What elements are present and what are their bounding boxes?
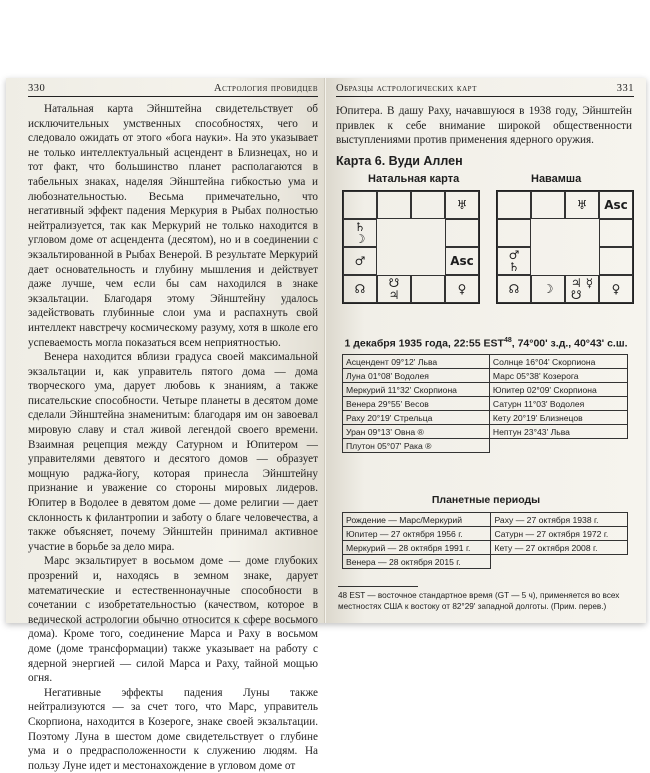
table-cell: [491, 555, 628, 569]
left-paragraph: Марс экзальтирует в восьмом доме — доме глубоких прозрений и, находясь в земном знаке, дарует математические и естественнонаучные способности в сочетании с изобретательностью (качеством, которое в ведической астрологии обычно относится к сфере восьмого дома). Кроме того, соединение Марса и Раху в восьмом доме (доме трансформации) также указывает на работу с ядерной энергией — силой Марса и Раху, тайной мощью огня.: [28, 555, 318, 685]
table-cell: [489, 439, 627, 453]
natal-heading: Натальная карта: [368, 173, 460, 185]
chart-center: [377, 219, 445, 275]
right-intro-text: [336, 104, 632, 148]
chart-house-cell: ♀: [599, 275, 633, 303]
chart-house-cell: ♂: [343, 247, 377, 275]
table-cell: Луна 01°08' Водолея: [343, 369, 490, 383]
chart-house-cell: [531, 191, 565, 219]
period-row: [343, 541, 628, 555]
table-cell: Юпитер — 27 октября 1956 г.: [343, 527, 491, 541]
table-cell: Асцендент 09°12' Льва: [343, 355, 490, 369]
planet-positions-table: [342, 354, 628, 453]
left-paragraph: Натальная карта Эйнштейна свидетельствует об исключительных умственных способностях, чего и следовало ожидать от этого «бога науки». На это указывает не только интеллектуальный асцендент в Близнецах, но и тот факт, что большинство планет располагаются в табельных знаках, наделяя Эйнштейна гибкостью ума и любознательностью. Весьма примечательно, что негативный эффект падения Меркурия в Рыбах полностью нейтрализуется, так как Меркурий не только находится в угловом доме от асцендента (десятом), но и в соединении с экзальтированной в Рыбах Венерой. В результате Меркурий дает основательность и глубину мышления и действует даже лучше, чем если бы сам находился в знаке экзальтации. Благодаря этому Эйнштейну удалось задействовать глубинные слои ума и распахнуть свой интеллект навстречу космическому разуму, хотя в школе его успеваемость могла показаться всем неприятностью.: [28, 103, 318, 349]
planet-row: [343, 355, 628, 369]
planet-row: [343, 425, 628, 439]
birth-coordinates: , 74°00' з.д., 40°43' с.ш.: [511, 337, 628, 350]
chart-house-cell: [599, 219, 633, 247]
chart-house-cell: [377, 191, 411, 219]
chart-house-cell: [411, 191, 445, 219]
planet-row: [343, 439, 628, 453]
birth-data-line: [336, 337, 636, 350]
chart-house-cell: ☋ ♃: [377, 275, 411, 303]
chart-house-cell: ☊: [497, 275, 531, 303]
table-cell: Раху 20°19' Стрельца: [343, 411, 490, 425]
chart-house-cell: ♂ ♄: [497, 247, 531, 275]
open-book: [6, 78, 646, 772]
planetary-periods-table: [342, 512, 628, 569]
period-row: [343, 513, 628, 527]
table-cell: Солнце 16°04' Скорпиона: [489, 355, 627, 369]
chart-house-cell: ☽: [531, 275, 565, 303]
left-page: [6, 78, 325, 772]
table-cell: Рождение — Марс/Меркурий: [343, 513, 491, 527]
table-cell: Кету — 27 октября 2008 г.: [491, 541, 628, 555]
chart-house-cell: [599, 247, 633, 275]
chart-house-cell: ☊: [343, 275, 377, 303]
left-body-text: [28, 102, 318, 773]
chart-house-cell: ♅: [445, 191, 479, 219]
table-cell: Плутон 05°07' Рака ®: [343, 439, 490, 453]
table-cell: Сатурн 11°03' Водолея: [489, 397, 627, 411]
chart-house-cell: [497, 219, 531, 247]
planet-row: [343, 383, 628, 397]
planet-row: [343, 397, 628, 411]
chart-house-cell: ♅: [565, 191, 599, 219]
right-running-title: Образцы астрологических карт: [336, 83, 477, 94]
chart-house-cell: Asc: [599, 191, 633, 219]
table-cell: Кету 20°19' Близнецов: [489, 411, 627, 425]
periods-title: Планетные периоды: [431, 494, 541, 506]
table-cell: Сатурн — 27 октября 1972 г.: [491, 527, 628, 541]
left-paragraph: Негативные эффекты падения Луны также нейтрализуются — за счет того, что Марс, управитель Скорпиона, находится в Козероге, знаке своей экзальтации. Поэтому Луна в шестом доме свидетельствует о глубине ума и о предрасположенности к служению людям. На пользу Луне идет и местонахождение в угловом доме от: [28, 686, 318, 772]
chart-house-cell: [497, 191, 531, 219]
footnote-ref: 48: [503, 337, 512, 344]
planet-row: [343, 369, 628, 383]
chart-house-cell: [343, 191, 377, 219]
table-cell: Венера 29°55' Весов: [343, 397, 490, 411]
navamsha-heading: Навамша: [531, 173, 582, 185]
chart-house-cell: ♄ ☽: [343, 219, 377, 247]
right-running-head: [336, 83, 634, 97]
planet-row: [343, 411, 628, 425]
table-cell: Венера — 28 октября 2015 г.: [343, 555, 491, 569]
chart-house-cell: ♃ ☿ ☋: [565, 275, 599, 303]
chart-house-cell: Asc: [445, 247, 479, 275]
chart-heading: Карта 6. Вуди Аллен: [336, 154, 463, 168]
table-cell: Меркурий 11°32' Скорпиона: [343, 383, 490, 397]
table-cell: Нептун 23°43' Льва: [489, 425, 627, 439]
birth-date-time: 1 декабря 1935 года, 22:55 EST: [344, 337, 504, 350]
period-row: [343, 527, 628, 541]
footnote: 48 EST — восточное стандартное время (GT — 5 ч), применяется во всех местностях США к востоку от 82°29' западной долготы. (Прим. перев.): [338, 591, 620, 611]
table-cell: Юпитер 02°09' Скорпиона: [489, 383, 627, 397]
footnote-rule: [338, 586, 418, 587]
chart-center: [531, 219, 599, 275]
table-cell: Меркурий — 28 октября 1991 г.: [343, 541, 491, 555]
period-row: [343, 555, 628, 569]
right-page: [326, 78, 646, 623]
intro-paragraph: Юпитера. В дашу Раху, начавшуюся в 1938 году, Эйнштейн привлек к себе внимание широкой общественности выступлениями против применения ядерного оружия.: [336, 105, 632, 147]
right-page-number: 331: [616, 83, 634, 94]
table-cell: Раху — 27 октября 1938 г.: [491, 513, 628, 527]
left-paragraph: Венера находится вблизи градуса своей максимальной экзальтации и, как управитель пятого дома — дома творческого ума, дарует любовь к знаниям, а также писательские способности. Четыре планеты в десятом доме сделали Эйнштейна знаменитым: благодаря им он завоевал мировую славу и стал живой легендой своего времени. Взаимная рецепция между Сатурном и Юпитером — управителями девятого и десятого домов — образует мощную раджа-йогу, которая принесла Эйнштейну признание и уважение со стороны мировых лидеров. Юпитер в Водолее в девятом доме — доме религии — дает склонность к филантропии и заботу о благе человечества, а также объясняет, почему Эйнштейн принимал активное участие в борьбе за дело мира.: [28, 351, 318, 553]
table-cell: Марс 05°38' Козерога: [489, 369, 627, 383]
natal-chart-grid: [342, 190, 480, 304]
chart-house-cell: [445, 219, 479, 247]
chart-house-cell: [411, 275, 445, 303]
chart-house-cell: ♀: [445, 275, 479, 303]
left-running-head: [28, 83, 318, 97]
table-cell: Уран 09°13' Овна ®: [343, 425, 490, 439]
left-running-title: Астрология провидцев: [214, 83, 318, 94]
left-page-number: 330: [28, 83, 46, 94]
navamsha-chart-grid: [496, 190, 634, 304]
